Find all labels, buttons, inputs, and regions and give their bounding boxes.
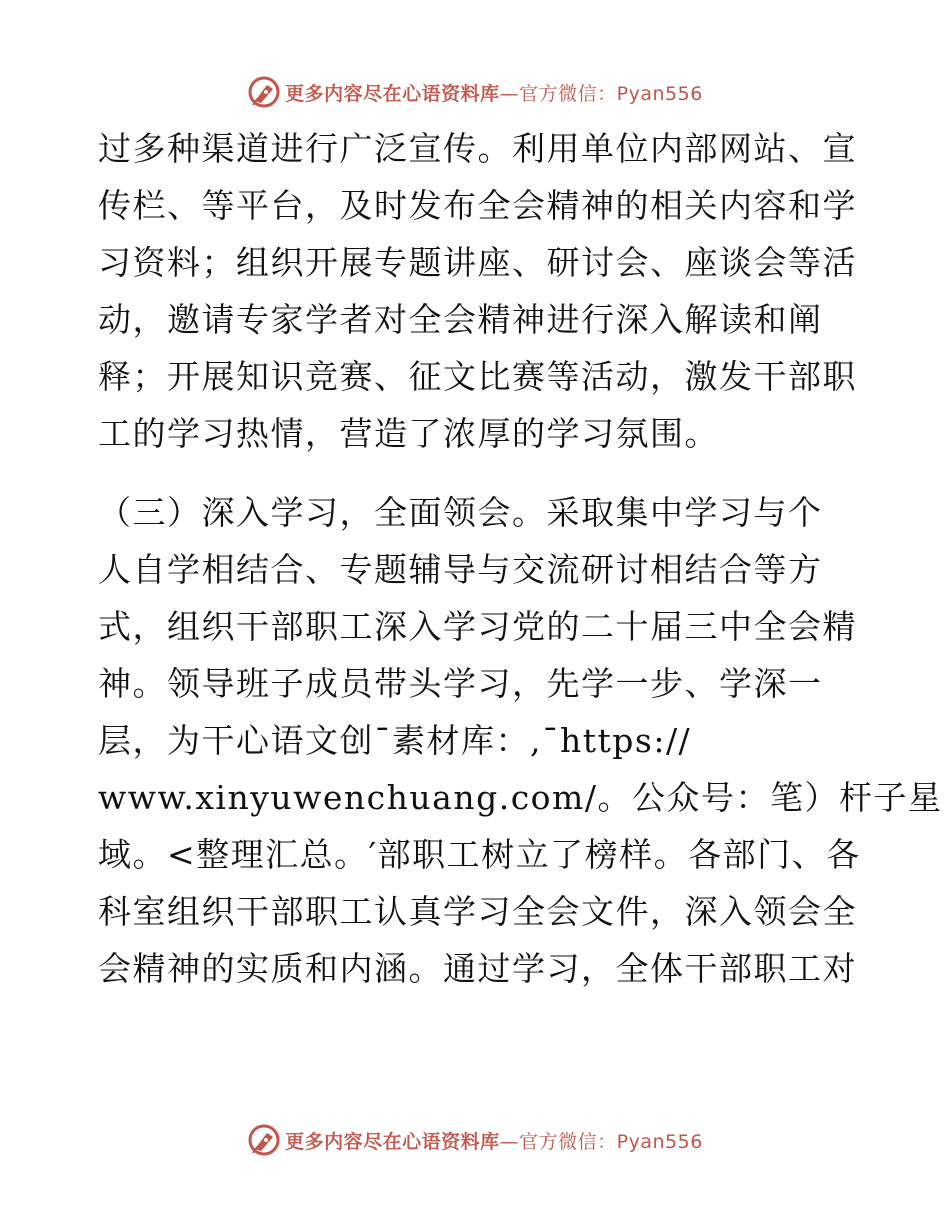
text-line: 会精神的实质和内涵。通过学习，全体干部职工对 bbox=[98, 949, 857, 988]
pen-nib-logo-icon bbox=[247, 75, 281, 109]
text-line: 层，为干心语文创¯素材库：,¯https:// bbox=[98, 721, 692, 760]
text-line: （三）深入学习，全面领会。采取集中学习与个 bbox=[98, 493, 823, 532]
watermark-text bbox=[285, 1127, 703, 1154]
watermark-contact: 官方微信：Pyan556 bbox=[519, 1130, 703, 1153]
text-line: 神。领导班子成员带头学习，先学一步、学深一 bbox=[98, 664, 823, 703]
text-line: 式，组织干部职工深入学习党的二十届三中全会精 bbox=[98, 607, 857, 646]
footer-watermark bbox=[0, 1120, 950, 1160]
text-line: www.xinyuwenchuang.com/。公众号：笔）杆子星 bbox=[98, 778, 943, 817]
paragraph bbox=[98, 484, 943, 997]
text-line: 工的学习热情，营造了浓厚的学习氛围。 bbox=[98, 414, 719, 453]
text-line: 人自学相结合、专题辅导与交流研讨相结合等方 bbox=[98, 550, 823, 589]
document-body bbox=[98, 120, 943, 997]
watermark-separator: — bbox=[499, 82, 520, 105]
text-line: 过多种渠道进行广泛宣传。利用单位内部网站、宣 bbox=[98, 129, 857, 168]
watermark-separator: — bbox=[499, 1130, 520, 1153]
paragraph-spacer bbox=[98, 462, 858, 484]
text-line: 科室组织干部职工认真学习全会文件，深入领会全 bbox=[98, 892, 857, 931]
watermark-brand: 更多内容尽在心语资料库 bbox=[285, 1130, 500, 1153]
paragraph bbox=[98, 120, 858, 462]
text-line: 习资料；组织开展专题讲座、研讨会、座谈会等活 bbox=[98, 243, 857, 282]
text-line: 传栏、等平台，及时发布全会精神的相关内容和学 bbox=[98, 186, 857, 225]
watermark-text bbox=[285, 79, 703, 106]
text-line: 动，邀请专家学者对全会精神进行深入解读和阐 bbox=[98, 300, 823, 339]
pen-nib-logo-icon bbox=[247, 1123, 281, 1157]
watermark-contact: 官方微信：Pyan556 bbox=[519, 82, 703, 105]
header-watermark bbox=[0, 72, 950, 112]
watermark-brand: 更多内容尽在心语资料库 bbox=[285, 82, 500, 105]
text-line: 域。<整理汇总。′部职工树立了榜样。各部门、各 bbox=[98, 835, 861, 874]
text-line: 释；开展知识竞赛、征文比赛等活动，激发干部职 bbox=[98, 357, 857, 396]
